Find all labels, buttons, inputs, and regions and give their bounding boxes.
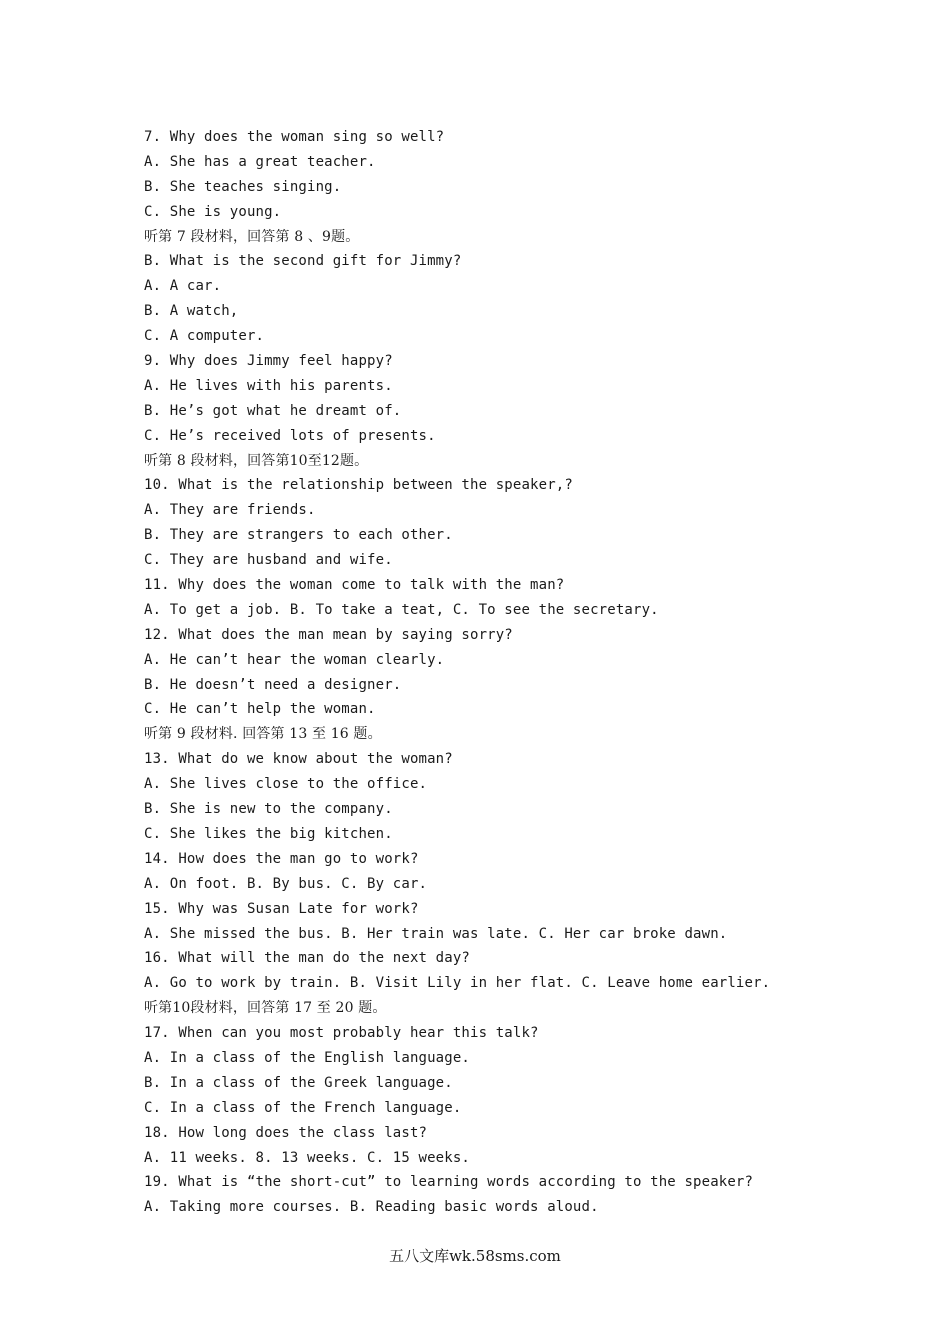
option-13c: C. She likes the big kitchen.: [144, 825, 393, 842]
option-9c: C. He’s received lots of presents.: [144, 427, 436, 444]
option-10b: B. They are strangers to each other.: [144, 527, 453, 544]
question-13: 13. What do we know about the woman?: [144, 751, 453, 768]
option-9a: A. He lives with his parents.: [144, 377, 393, 394]
option-13b: B. She is new to the company.: [144, 801, 393, 818]
question-14: 14. How does the man go to work?: [144, 850, 419, 867]
option-7b: B. She teaches singing.: [144, 178, 342, 195]
options-19: A. Taking more courses. B. Reading basic words aloud.: [144, 1199, 599, 1216]
option-12b: B. He doesn’t need a designer.: [144, 676, 402, 693]
document-body: [144, 125, 844, 1220]
option-12c: C. He can’t help the woman.: [144, 701, 376, 718]
question-9: 9. Why does Jimmy feel happy?: [144, 353, 393, 370]
question-18: 18. How long does the class last?: [144, 1124, 428, 1141]
question-16: 16. What will the man do the next day?: [144, 950, 470, 967]
question-12: 12. What does the man mean by saying sorry?: [144, 626, 513, 643]
option-7c: C. She is young.: [144, 203, 282, 220]
section-heading-7: 听第 7 段材料，回答第 8 、9题。: [144, 228, 360, 245]
section-heading-8: 听第 8 段材料，回答第10至12题。: [144, 452, 369, 469]
option-12a: A. He can’t hear the woman clearly.: [144, 651, 445, 668]
option-17b: B. In a class of the Greek language.: [144, 1074, 453, 1091]
section-heading-9: 听第 9 段材料. 回答第 13 至 16 题。: [144, 726, 382, 743]
section-heading-10: 听第10段材料，回答第 17 至 20 题。: [144, 1000, 387, 1017]
option-17c: C. In a class of the French language.: [144, 1099, 462, 1116]
options-14: A. On foot. B. By bus. C. By car.: [144, 875, 428, 892]
question-11: 11. Why does the woman come to talk with the man?: [144, 577, 565, 594]
question-10: 10. What is the relationship between the speaker,?: [144, 477, 573, 494]
option-10c: C. They are husband and wife.: [144, 552, 393, 569]
options-16: A. Go to work by train. B. Visit Lily in her flat. C. Leave home earlier.: [144, 975, 771, 992]
option-8c: C. A computer.: [144, 328, 265, 345]
option-17a: A. In a class of the English language.: [144, 1049, 470, 1066]
options-11: A. To get a job. B. To take a teat, C. To see the secretary.: [144, 601, 659, 618]
option-10a: A. They are friends.: [144, 502, 316, 519]
option-8a: A. A car.: [144, 278, 222, 295]
option-7a: A. She has a great teacher.: [144, 153, 376, 170]
question-8: B. What is the second gift for Jimmy?: [144, 253, 462, 270]
option-8b: B. A watch,: [144, 303, 239, 320]
question-19: 19. What is “the short-cut” to learning words according to the speaker?: [144, 1174, 754, 1191]
option-13a: A. She lives close to the office.: [144, 776, 428, 793]
options-18: A. 11 weeks. 8. 13 weeks. C. 15 weeks.: [144, 1149, 470, 1166]
option-9b: B. He’s got what he dreamt of.: [144, 402, 402, 419]
question-15: 15. Why was Susan Late for work?: [144, 900, 419, 917]
question-7: 7. Why does the woman sing so well?: [144, 129, 445, 145]
page-footer: 五八文库wk.58sms.com: [389, 1247, 561, 1265]
options-15: A. She missed the bus. B. Her train was late. C. Her car broke dawn.: [144, 925, 728, 942]
question-17: 17. When can you most probably hear this talk?: [144, 1025, 539, 1042]
